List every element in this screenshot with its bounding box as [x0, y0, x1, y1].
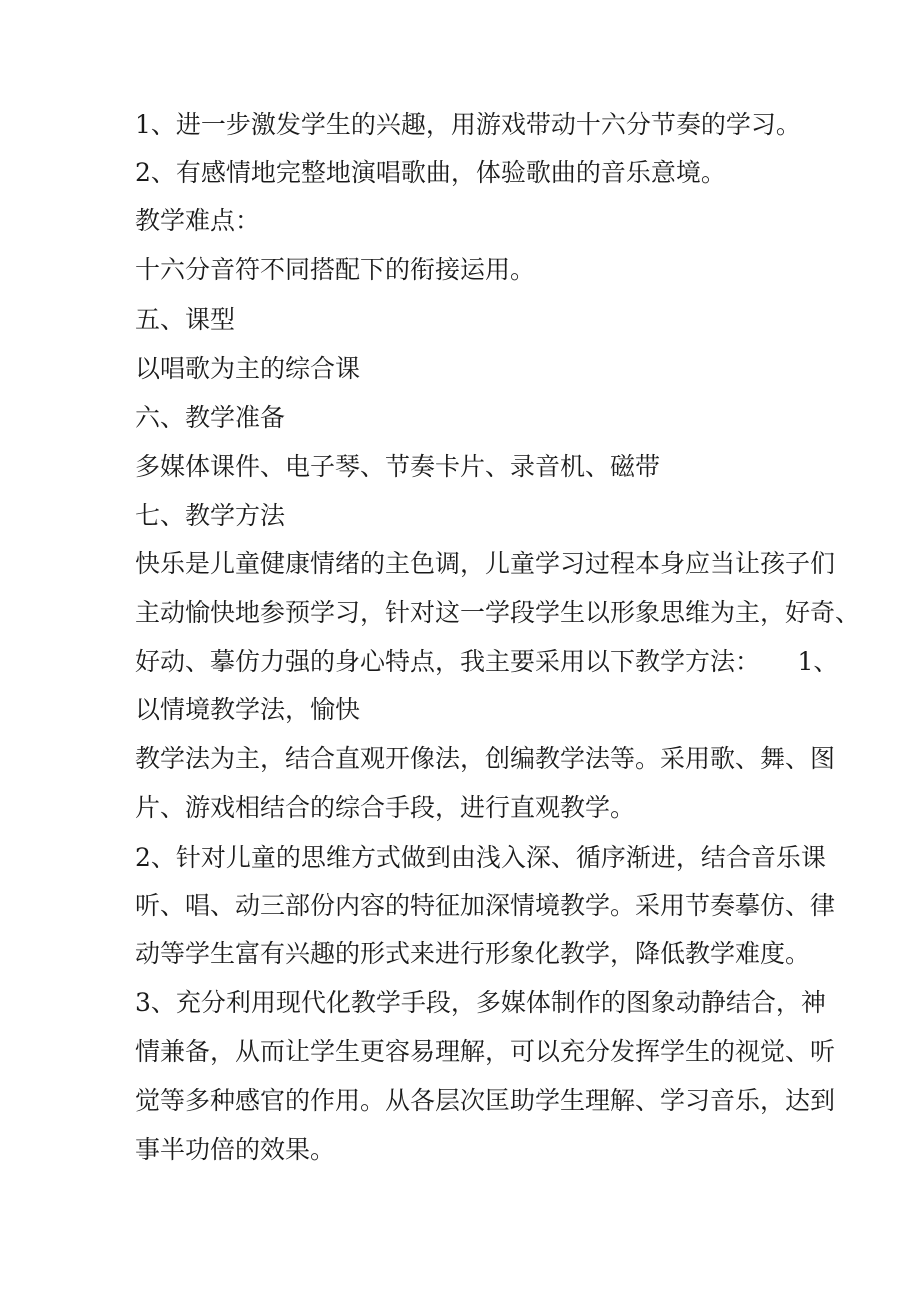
text-line: 听、唱、动三部份内容的特征加深情境教学。采用节奏摹仿、律	[135, 891, 836, 920]
text-line: 2、有感情地完整地演唱歌曲，体验歌曲的音乐意境。	[135, 158, 726, 187]
text-line: 多媒体课件、电子琴、节奏卡片、录音机、磁带	[135, 452, 661, 481]
text-line: 快乐是儿童健康情绪的主色调，儿童学习过程本身应当让孩子们	[135, 549, 836, 578]
text-line: 事半功倍的效果。	[135, 1135, 336, 1164]
section-heading: 七、教学方法	[135, 501, 286, 530]
text-line: 1、进一步激发学生的兴趣，用游戏带动十六分节奏的学习。	[135, 110, 801, 139]
text-line: 片、游戏相结合的综合手段，进行直观教学。	[135, 793, 636, 822]
text-line: 觉等多种感官的作用。从各层次匡助学生理解、学习音乐，达到	[135, 1086, 836, 1115]
text-line: 动等学生富有兴趣的形式来进行形象化教学，降低教学难度。	[135, 939, 811, 968]
text-line: 2、针对儿童的思维方式做到由浅入深、循序渐进，结合音乐课	[135, 843, 826, 872]
text-line: 十六分音符不同搭配下的衔接运用。	[135, 255, 536, 284]
text-line: 以唱歌为主的综合课	[135, 354, 361, 383]
text-line: 3、充分利用现代化教学手段，多媒体制作的图象动静结合，神	[135, 988, 826, 1017]
section-heading: 五、课型	[135, 305, 236, 334]
text-line: 情兼备，从而让学生更容易理解，可以充分发挥学生的视觉、听	[135, 1037, 836, 1066]
section-heading: 教学难点：	[135, 206, 261, 235]
text-line: 教学法为主，结合直观开像法，创编教学法等。采用歌、舞、图	[135, 744, 836, 773]
text-line: 主动愉快地参预学习，针对这一学段学生以形象思维为主，好奇、	[135, 598, 861, 627]
text-line: 以情境教学法，愉快	[135, 695, 361, 724]
text-line: 好动、摹仿力强的身心特点，我主要采用以下教学方法： 1、	[135, 647, 839, 676]
section-heading: 六、教学准备	[135, 403, 286, 432]
